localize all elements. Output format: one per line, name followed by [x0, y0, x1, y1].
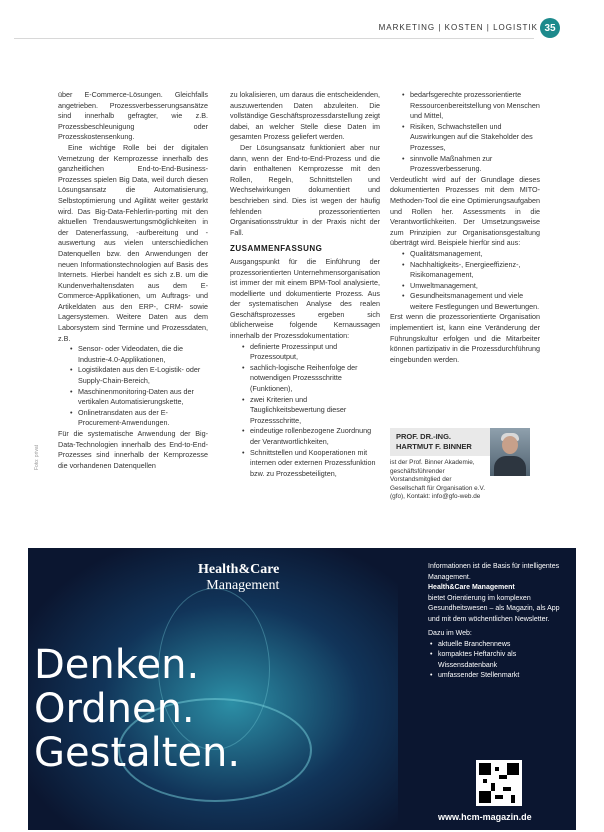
list-item: • bedarfsgerechte prozessorientierte Ressourcenbereitstellung von Menschen und Mittel,: [410, 90, 540, 122]
list-item: • sachlich-logische Reihenfolge der notwendigen Prozessschritte (Funktionen),: [250, 363, 380, 395]
list-item: • zwei Kriterien und Tauglichkeitsbewertung dieser Prozessschritte,: [250, 395, 380, 427]
list-item: • Qualitätsmanagement,: [410, 249, 540, 260]
bullet-list: [230, 342, 380, 480]
author-portrait: [490, 428, 530, 476]
list-item: • Schnittstellen und Kooperationen mit internen oder externen Prozessfunktion bzw. zu Prozessbeteiligten,: [250, 448, 380, 480]
photo-credit: Foto: privat: [34, 444, 40, 470]
article-column-1: [58, 90, 208, 471]
list-item: • Sensor- oder Videodaten, die die Industrie-4.0-Applikationen,: [78, 344, 208, 365]
list-item: • umfassender Stellenmarkt: [438, 671, 568, 682]
ad-logo: [198, 562, 279, 594]
page-header: [0, 18, 604, 40]
ad-web-heading: Dazu im Web:: [428, 630, 472, 637]
author-name: PROF. DR.-ING. HARTMUT F. BINNER: [390, 428, 490, 456]
slogan-line: Denken.: [34, 642, 200, 688]
ad-logo-line-2: Management: [206, 578, 280, 593]
ad-body: bietet Orientierung im komplexen Gesundheitswesen – als Magazin, als App und mit dem wöchentlichen Newsletter.: [428, 594, 560, 623]
advertisement[interactable]: [28, 548, 576, 830]
paragraph: Für die systematische Anwendung der Big-Data-Technologien innerhalb des End-to-End-Prozesses sind innerhalb der Kernprozesse die vorhandenen Datenquellen: [58, 429, 208, 470]
list-item: • eindeutige rollenbezogene Zuordnung der Verantwortlichkeiten,: [250, 426, 380, 447]
list-item: • kompaktes Heftarchiv als Wissensdatenbank: [438, 650, 568, 671]
bullet-list: [390, 90, 540, 175]
paragraph: Erst wenn die prozessorientierte Organisation implementiert ist, kann eine Veränderung der Führungskultur erfolgen und die Mitarbeiter können partizipativ in die Prozessdurchführung eingebunden werden.: [390, 312, 540, 364]
paragraph: zu lokalisieren, um daraus die entscheidenden, auszuwertenden Daten abzuleiten. Die vollständige Geschäftsprozessdarstellung zeigt dabei, an welcher Stelle diese Daten im gesamten Prozess geliefert werden.: [230, 90, 380, 142]
ad-intro: Informationen ist die Basis für intelligentes Management.: [428, 563, 560, 581]
list-item: • aktuelle Branchennews: [438, 640, 568, 651]
ad-logo-line-1: Health&Care: [198, 562, 280, 577]
article-column-3: [390, 90, 540, 365]
list-item: • definierte Prozessinput und Prozessoutput,: [250, 342, 380, 363]
slogan-line: Gestalten.: [34, 730, 241, 776]
running-head: MARKETING | KOSTEN | LOGISTIK: [378, 23, 538, 32]
list-item: • sinnvolle Maßnahmen zur Prozessverbesserung.: [410, 154, 540, 175]
qr-code-icon[interactable]: [476, 760, 522, 806]
bullet-list: [58, 344, 208, 429]
list-item: • Gesundheitsmanagement und viele weitere Festlegungen und Bewertungen.: [410, 291, 540, 312]
paragraph: Der Lösungsansatz funktioniert aber nur dann, wenn der End-to-End-Prozess und die darin enthaltenen Kernprozesse mit den Rollen, Regeln, Schnittstellen und Wechselwirkungen dokumentiert und beschrieben sind. Dies ist wegen der häufig fehlenden prozessorientierten Organisationsstruktur in der Praxis nicht der Fall.: [230, 142, 380, 237]
list-item: • Maschinenmonitoring-Daten aus der vertikalen Automatisierungskette,: [78, 387, 208, 408]
section-heading: ZUSAMMENFASSUNG: [230, 244, 323, 254]
page-number-badge: 35: [540, 18, 560, 38]
ad-url-link[interactable]: www.hcm-magazin.de: [438, 812, 532, 822]
paragraph: Ausgangspunkt für die Einführung der prozessorientierten Unternehmensorganisation ist immer der mit einem BPM-Tool analysierte, modellierte und dokumentierte Prozess. Aus der systematischen Analyse des realen Geschäftsprozesses ergeben sich üblicherweise folgende Kernaussagen innerhalb der Prozessdokumentation:: [230, 256, 380, 341]
list-item: • Logistikdaten aus den E-Logistik- oder Supply-Chain-Bereich,: [78, 365, 208, 386]
list-item: • Onlinetransdaten aus der E-Procurement-Anwendungen.: [78, 408, 208, 429]
list-item: • Risiken, Schwachstellen und Auswirkungen auf die Stakeholder des Prozesses,: [410, 122, 540, 154]
ad-brand: Health&Care Management: [428, 584, 515, 591]
list-item: • Nachhaltigkeits-, Energieeffizienz-, Risikomanagement,: [410, 260, 540, 281]
ad-copy: [428, 562, 568, 682]
article-column-2: [230, 90, 380, 479]
list-item: • Umweltmanagement,: [410, 281, 540, 292]
bullet-list: [390, 249, 540, 313]
author-box: [390, 428, 540, 523]
paragraph: über E-Commerce-Lösungen. Gleichfalls angetrieben. Prozessverbesserungsansätze sind innerhalb gefragter, wie z.B. Prozessbeschleunigung oder Prozesskostensenkung.: [58, 90, 208, 142]
header-rule: [14, 38, 534, 39]
author-bio: ist der Prof. Binner Akademie, geschäftsführender Vorstandsmitglied der Gesellschaft für Organisation e.V. (gfo), Kontakt: info@gfo-web.de: [390, 459, 485, 501]
ad-slogan: [34, 643, 240, 775]
ad-web-list: [428, 640, 568, 682]
paragraph: Eine wichtige Rolle bei der digitalen Vernetzung der Kernprozesse innerhalb des ganzheitlichen End-to-End-Business-Prozesses spielen Big Data, weil durch diesen Lösungsansatz die Automatisierung, Selbstoptimierung und Agilität weiter gestärkt wird. Das Big-Data-Fehlerlin-porting mit den aktuellen Trendauswertungsmöglichkeiten in der Datenerfassung, -aufbereitung und -auswertung aus vielen unterschiedlichen Datenquellen bzw. den Anwendungen der neuen Informationstechnologien auf Basis des Internets. Hierbei handelt es sich z.B. um die Kundenverhaltensdaten aus dem E-Commerce-Applikationen, um Auftrags- und Artikeldaten aus den ERP-, CRM- sowie Lagersystemen. Weitere Daten aus dem Laborsystem sind Termine und Prozessdaten, z.B.: [58, 142, 208, 343]
paragraph: Verdeutlicht wird auf der Grundlage dieses dokumentierten Prozesses mit dem MITO-Methoden-Tool die eine Optimierungsaufgaben und Rollen her. Assessments in die Verantwortlichkeiten. Der Umsetzungsweise zum Prinzipien zur Organisationsgestaltung überträgt wird. Beispiele hierfür sind aus:: [390, 174, 540, 248]
slogan-line: Ordnen.: [34, 686, 195, 732]
